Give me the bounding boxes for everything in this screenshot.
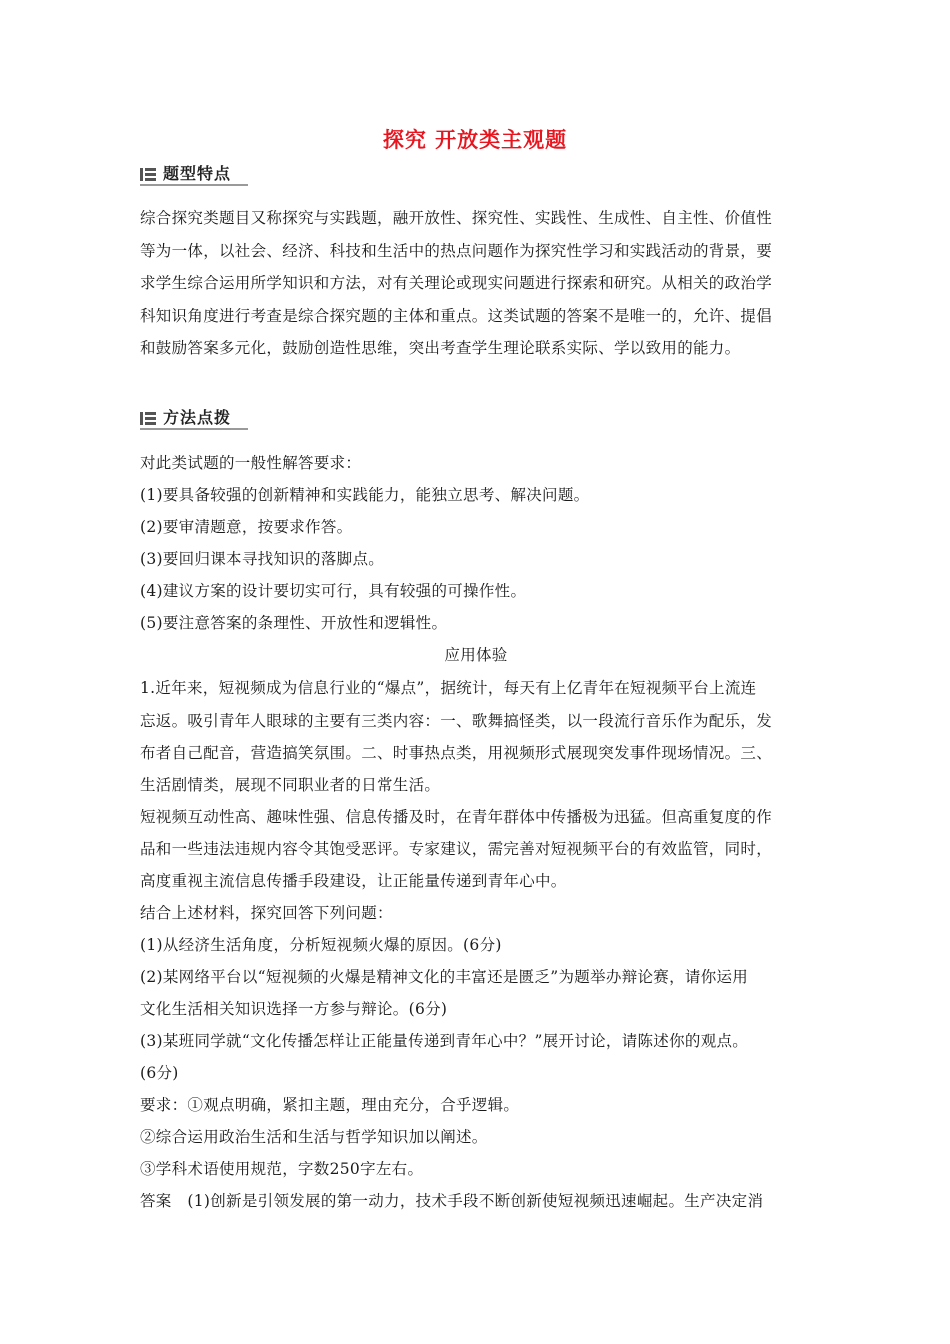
section-heading-features xyxy=(140,160,248,186)
method-line: (3)要回归课本寻找知识的落脚点。 xyxy=(140,550,385,568)
question-line: 生活剧情类，展现不同职业者的日常生活。 xyxy=(140,776,441,794)
paragraph-line: 科知识角度进行考查是综合探究题的主体和重点。这类试题的答案不是唯一的，允许、提倡 xyxy=(140,307,773,325)
method-line: (1)要具备较强的创新精神和实践能力，能独立思考、解决问题。 xyxy=(140,486,590,504)
section-heading-label: 方法点拨 xyxy=(163,407,232,427)
method-line: (4)建议方案的设计要切实可行，具有较强的可操作性。 xyxy=(140,582,527,600)
method-line: 对此类试题的一般性解答要求： xyxy=(140,454,362,472)
paragraph-line: 求学生综合运用所学知识和方法，对有关理论或现实问题进行探索和研究。从相关的政治学 xyxy=(140,274,773,292)
section-heading-label: 题型特点 xyxy=(163,163,232,183)
answer-line: 答案 (1)创新是引领发展的第一动力，技术手段不断创新使短视频迅速崛起。生产决定消 xyxy=(140,1192,764,1210)
list-icon xyxy=(140,410,156,423)
question-line: 文化生活相关知识选择一方参与辩论。(6分) xyxy=(140,1000,448,1018)
question-line: 高度重视主流信息传播手段建设，让正能量传递到青年心中。 xyxy=(140,872,567,890)
requirement-line: ③学科术语使用规范，字数250字左右。 xyxy=(140,1160,424,1178)
list-icon xyxy=(140,166,156,179)
method-line: (2)要审清题意，按要求作答。 xyxy=(140,518,353,536)
question-line: (6分) xyxy=(140,1064,179,1082)
requirement-line: 要求：①观点明确，紧扣主题，理由充分，合乎逻辑。 xyxy=(140,1096,520,1114)
page-title: 探究 开放类主观题 xyxy=(382,128,568,152)
question-line: 1.近年来，短视频成为信息行业的“爆点”，据统计，每天有上亿青年在短视频平台上流连 xyxy=(140,679,757,697)
question-line: 短视频互动性高、趣味性强、信息传播及时，在青年群体中传播极为迅猛。但高重复度的作 xyxy=(140,808,773,826)
question-line: (3)某班同学就“文化传播怎样让正能量传递到青年心中？”展开讨论，请陈述你的观点。 xyxy=(140,1032,749,1050)
question-line: 忘返。吸引青年人眼球的主要有三类内容：一、歌舞搞怪类，以一段流行音乐作为配乐，发 xyxy=(140,712,773,730)
method-line: (5)要注意答案的条理性、开放性和逻辑性。 xyxy=(140,614,448,632)
question-line: (1)从经济生活角度，分析短视频火爆的原因。(6分) xyxy=(140,936,502,954)
question-line: 布者自己配音，营造搞笑氛围。二、时事热点类，用视频形式展现突发事件现场情况。三、 xyxy=(140,744,773,762)
paragraph-line: 综合探究类题目又称探究与实践题，融开放性、探究性、实践性、生成性、自主性、价值性 xyxy=(140,209,773,227)
practice-heading: 应用体验 xyxy=(444,646,508,664)
question-line: (2)某网络平台以“短视频的火爆是精神文化的丰富还是匮乏”为题举办辩论赛，请你运用 xyxy=(140,968,749,986)
question-line: 品和一些违法违规内容令其饱受恶评。专家建议，需完善对短视频平台的有效监管，同时， xyxy=(140,840,773,858)
question-line: 结合上述材料，探究回答下列问题： xyxy=(140,904,393,922)
paragraph-line: 和鼓励答案多元化，鼓励创造性思维，突出考查学生理论联系实际、学以致用的能力。 xyxy=(140,339,741,357)
requirement-line: ②综合运用政治生活和生活与哲学知识加以阐述。 xyxy=(140,1128,488,1146)
section-heading-methods xyxy=(140,404,248,430)
paragraph-line: 等为一体，以社会、经济、科技和生活中的热点问题作为探究性学习和实践活动的背景，要 xyxy=(140,242,773,260)
